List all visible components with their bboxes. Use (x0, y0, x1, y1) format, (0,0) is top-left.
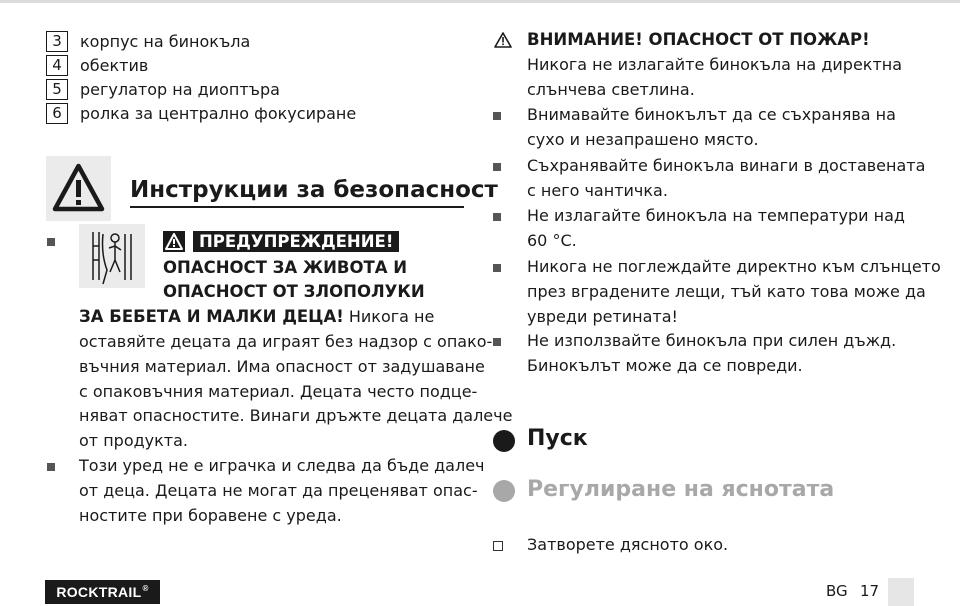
part-number: 4 (46, 55, 68, 76)
brand-name: ROCKTRAIL (56, 584, 142, 600)
text-line: Този уред не е играчка и следва да бъде далеч (79, 456, 485, 475)
text-line: с опаковъчния материал. Децата често подце- (79, 381, 478, 401)
bullet (493, 213, 501, 221)
focus-step: Затворете дясното око. (527, 535, 729, 554)
text-line: през вградените лещи, тъй като това може да (527, 281, 926, 301)
text-line: няват опасностите. Винаги дръжте децата далече (79, 406, 513, 426)
text-line: оставяйте децата да играят без надзор с опако- (79, 332, 493, 351)
part-item (46, 78, 280, 100)
text-line: въчния материал. Има опасност от задушаване (79, 356, 485, 376)
text-line: увреди ретината! (527, 306, 678, 326)
list-item (527, 255, 941, 329)
text-line: слънчева светлина. (527, 79, 695, 99)
brand-reg: ® (142, 584, 149, 593)
warning-outline-icon (493, 31, 513, 49)
list-item (527, 154, 925, 204)
text-line: Съхранявайте бинокъла винаги в доставената (527, 156, 926, 175)
text-line: Никога не излагайте бинокъла на директна (527, 55, 903, 74)
list-item (527, 103, 896, 153)
page-tab (888, 578, 914, 606)
section-dot-icon (493, 480, 515, 502)
focus-heading: Регулиране на яснотата (527, 477, 835, 502)
text-line: ностите при боравене с уреда. (79, 505, 342, 525)
part-item (46, 30, 250, 52)
text-line: Внимавайте бинокълът да се съхранява на (527, 105, 896, 124)
bullet (493, 112, 501, 120)
section-dot-icon (493, 430, 515, 452)
top-rule (0, 0, 960, 3)
text-line: с него чантичка. (527, 180, 668, 200)
list-item (527, 204, 905, 254)
language-code: BG (826, 582, 848, 600)
text-line: сухо и незапрашено място. (527, 129, 759, 149)
text-line: Бинокълът може да се повреди. (527, 355, 803, 375)
part-item (46, 54, 148, 76)
safety-title-rule (130, 206, 464, 208)
step-checkbox-icon (493, 541, 503, 551)
text-line: 60 °C. (527, 230, 577, 250)
text-line: от продукта. (79, 431, 189, 451)
warning-emphasis: ЗА БЕБЕТА И МАЛКИ ДЕЦА! (79, 307, 344, 326)
warning-line (79, 305, 434, 330)
text-line: Не излагайте бинокъла на температури над (527, 206, 905, 225)
toy-note (79, 454, 485, 528)
warning-paragraph (79, 330, 512, 454)
warning-line: ОПАСНОСТ ОТ ЗЛОПОЛУКИ (163, 282, 425, 301)
start-heading: Пуск (527, 426, 588, 451)
part-label: ролка за централно фокусиране (80, 103, 357, 123)
part-number: 5 (46, 79, 68, 100)
child-hazard-icon (79, 224, 145, 288)
bullet (493, 338, 501, 346)
warning-line: ОПАСНОСТ ЗА ЖИВОТА И (163, 258, 408, 277)
brand-logo (45, 580, 160, 604)
bullet (493, 264, 501, 272)
part-number: 6 (46, 103, 68, 124)
part-label: регулатор на диоптъра (80, 79, 280, 99)
part-item (46, 102, 356, 124)
list-item (527, 329, 896, 379)
bullet (47, 238, 55, 246)
warning-text: Никога не (343, 307, 435, 326)
bullet (493, 163, 501, 171)
text-line: Не използвайте бинокъла при силен дъжд. (527, 331, 897, 350)
text-line: от деца. Децата не могат да преценяват опас- (79, 480, 478, 500)
text-line: Никога не поглеждайте директно към слънцето (527, 257, 941, 276)
part-label: обектив (80, 55, 149, 75)
fire-heading: ВНИМАНИЕ! ОПАСНОСТ ОТ ПОЖАР! (527, 30, 870, 49)
safety-title: Инструкции за безопасност (130, 177, 498, 203)
warning-label: ПРЕДУПРЕЖДЕНИЕ! (193, 231, 399, 252)
part-label: корпус на бинокъла (80, 31, 251, 51)
part-number: 3 (46, 31, 68, 52)
bullet (47, 463, 55, 471)
fire-text (527, 53, 902, 103)
page-number: 17 (860, 582, 880, 600)
warning-triangle-icon (46, 156, 111, 221)
warning-small-icon (163, 231, 185, 252)
